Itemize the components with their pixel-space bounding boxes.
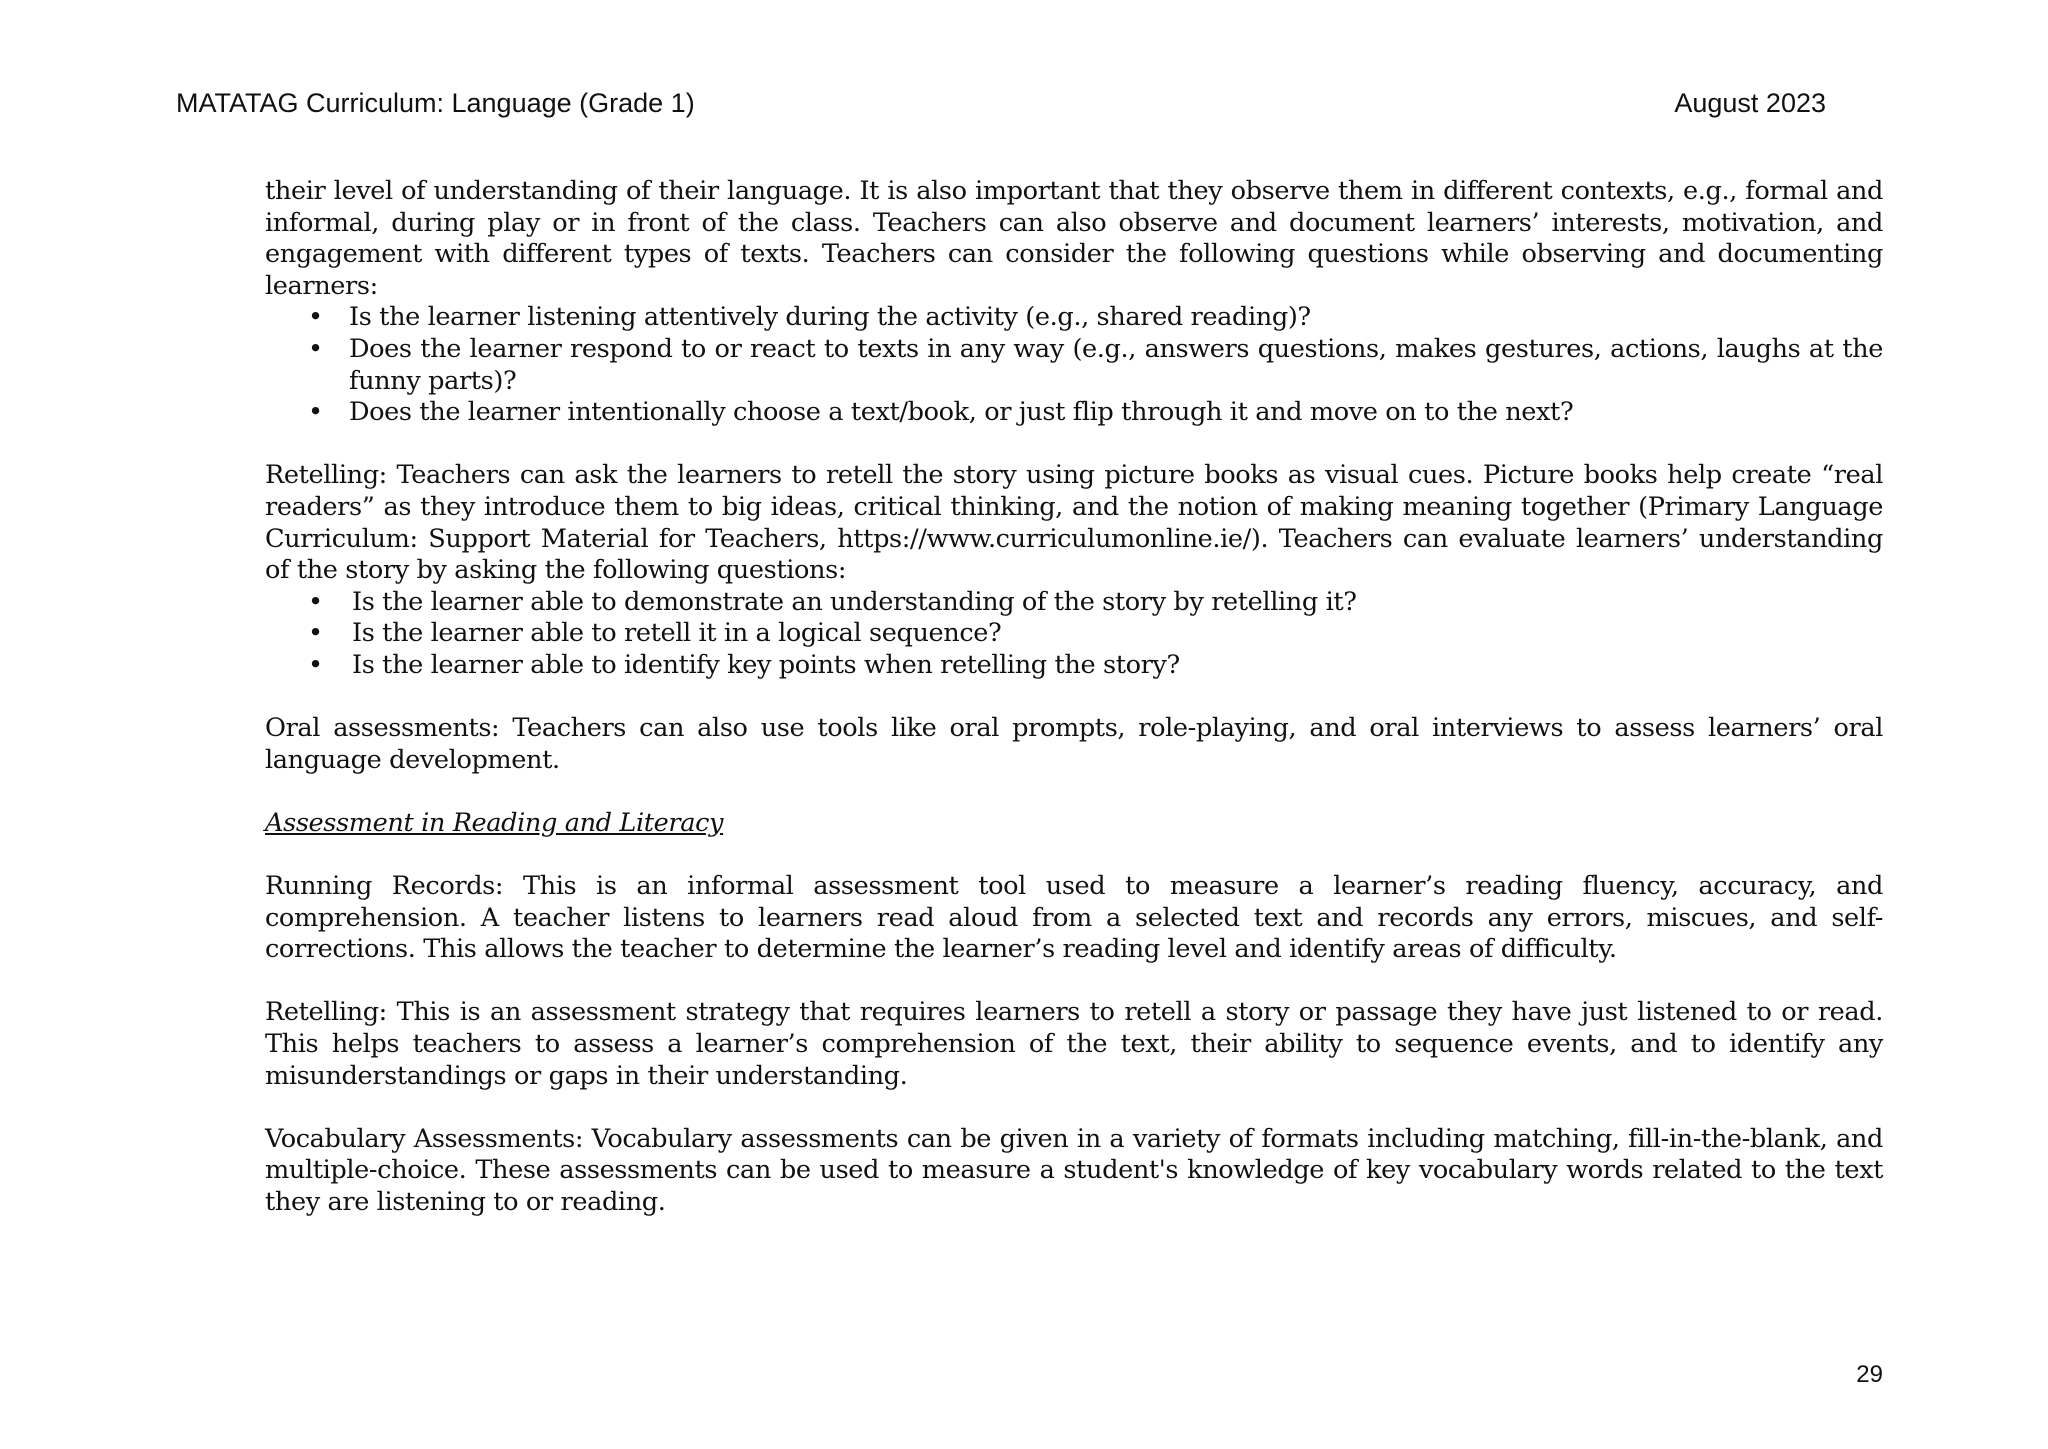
- retelling-question-list: [265, 587, 1883, 682]
- bullet-icon: •: [308, 302, 323, 333]
- list-item-text: Does the learner respond to or react to texts in any way (e.g., answers questions, makes gestures, actions, laughs at the funny parts)?: [349, 333, 1883, 396]
- document-date: August 2023: [1674, 88, 1826, 118]
- paragraph-spacer: [265, 429, 1883, 461]
- list-item: [265, 618, 1883, 650]
- bullet-icon: •: [308, 649, 323, 680]
- bullet-icon: •: [308, 333, 323, 364]
- page-body: [265, 176, 1883, 1219]
- bullet-icon: •: [308, 586, 323, 617]
- paragraph-spacer: [265, 682, 1883, 714]
- section-heading-paragraph: [265, 808, 1883, 840]
- paragraph-spacer: [265, 839, 1883, 871]
- paragraph-spacer: [265, 966, 1883, 998]
- list-item: [265, 302, 1883, 334]
- paragraph-spacer: [265, 1092, 1883, 1124]
- list-item-text: Is the learner listening attentively during the activity (e.g., shared reading)?: [349, 302, 1311, 333]
- oral-assessments-paragraph: Oral assessments: Teachers can also use tools like oral prompts, role-playing, and oral interviews to assess learners’ oral language development.: [265, 713, 1883, 775]
- retelling-paragraph: Retelling: This is an assessment strategy that requires learners to retell a story or passage they have just listened to or read. This helps teachers to assess a learner’s comprehension of the text, their ability to sequence events, and to identify any misunderstandings or gaps in their understanding.: [265, 997, 1883, 1091]
- observation-question-list: [265, 302, 1883, 428]
- vocabulary-paragraph: Vocabulary Assessments: Vocabulary assessments can be given in a variety of formats including matching, fill-in-the-blank, and multiple-choice. These assessments can be used to measure a student's knowledge of key vocabulary words related to the text they are listening to or reading.: [265, 1123, 1883, 1217]
- page-number: 29: [1856, 1361, 1883, 1388]
- list-item-text: Is the learner able to demonstrate an understanding of the story by retelling it?: [352, 586, 1357, 617]
- page-header: [176, 88, 1826, 124]
- list-item-text: Is the learner able to retell it in a logical sequence?: [352, 618, 1002, 649]
- bullet-icon: •: [308, 618, 323, 649]
- bullet-icon: •: [308, 397, 323, 428]
- list-item: [265, 587, 1883, 619]
- observation-paragraph: their level of understanding of their language. It is also important that they observe them in different contexts, e.g., formal and informal, during play or in front of the class. Teachers can also observe and document learners’ interests, motivation, and engagement with different types of texts. Teachers can consider the following questions while observing and documenting learners:: [265, 176, 1883, 301]
- list-item-text: Does the learner intentionally choose a text/book, or just flip through it and move on to the next?: [349, 397, 1574, 428]
- list-item: [265, 397, 1883, 429]
- running-records-paragraph: Running Records: This is an informal assessment tool used to measure a learner’s reading fluency, accuracy, and comprehension. A teacher listens to learners read aloud from a selected text and records any errors, miscues, and self-corrections. This allows the teacher to determine the learner’s reading level and identify areas of difficulty.: [265, 871, 1883, 965]
- section-heading: Assessment in Reading and Literacy: [265, 807, 724, 838]
- list-item-text: Is the learner able to identify key points when retelling the story?: [352, 649, 1180, 680]
- list-item: [265, 650, 1883, 682]
- retelling-oral-paragraph: Retelling: Teachers can ask the learners to retell the story using picture books as visual cues. Picture books help create “real readers” as they introduce them to big ideas, critical thinking, and the notion of making meaning together (Primary Language Curriculum: Support Material for Teachers, https://www.curriculumonline.ie/). Teachers can evaluate learners’ understanding of the story by asking the following questions:: [265, 460, 1883, 586]
- list-item: [265, 334, 1883, 397]
- paragraph-spacer: [265, 776, 1883, 808]
- document-title: MATATAG Curriculum: Language (Grade 1): [176, 88, 695, 118]
